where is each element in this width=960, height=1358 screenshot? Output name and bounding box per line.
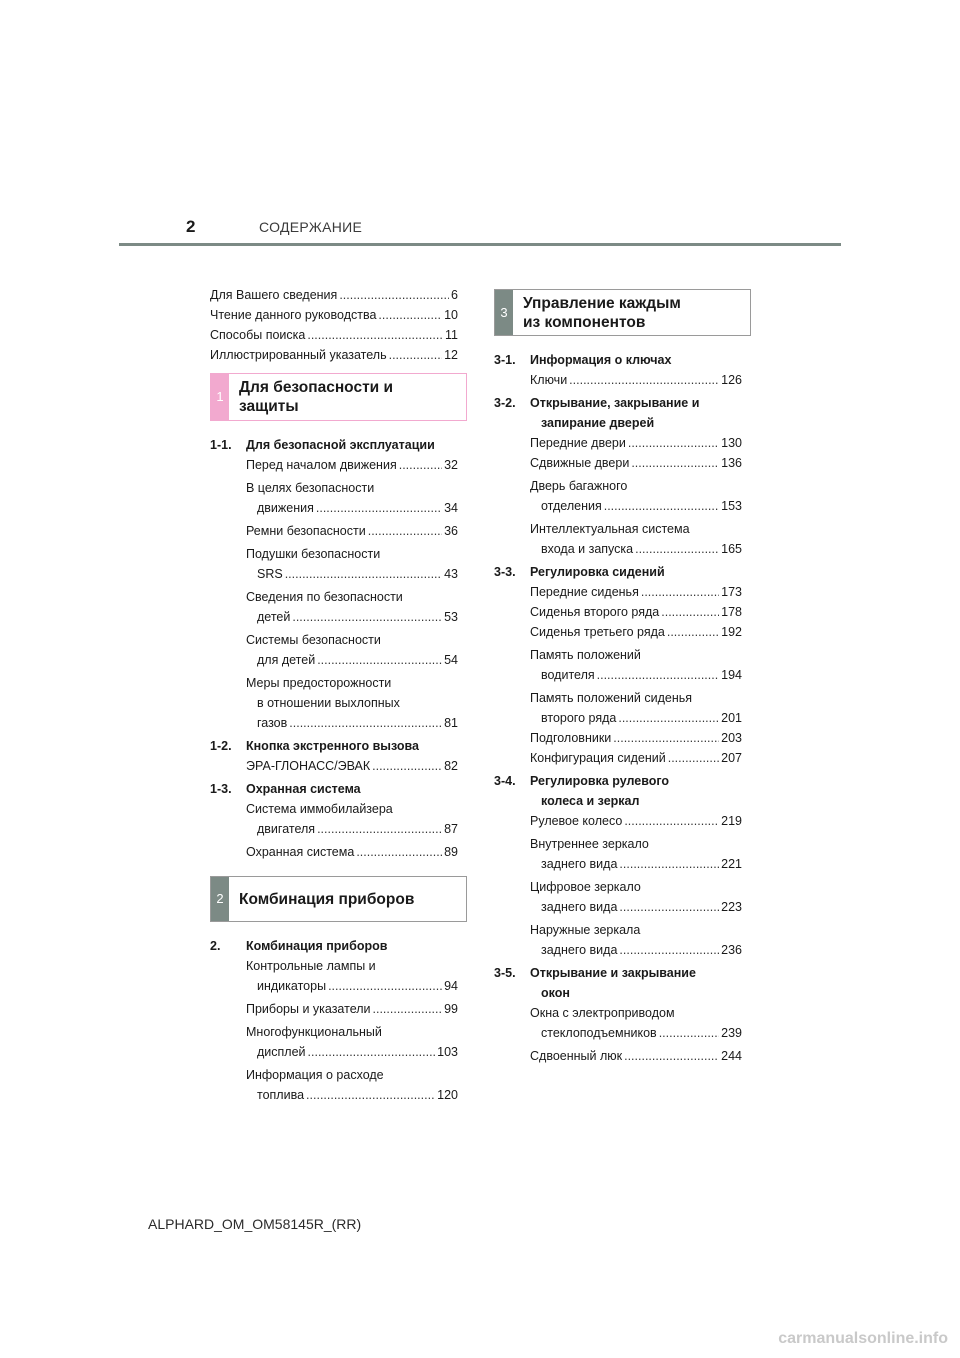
toc-entry[interactable] — [494, 519, 742, 559]
leader-dots — [372, 756, 442, 776]
toc-entry-page: 120 — [437, 1088, 458, 1102]
toc-entry-title: заднего вида — [541, 857, 618, 871]
section-number: 3-3. — [494, 565, 516, 579]
toc-entry-title: Память положений сиденья — [530, 691, 693, 705]
toc-entry-title: Ремни безопасности — [246, 524, 366, 538]
chapter-title — [229, 374, 403, 420]
leader-dots — [399, 455, 442, 475]
section-title: Информация о ключах — [530, 353, 672, 367]
section-title: Открывание и закрывание — [530, 966, 696, 980]
toc-entry[interactable] — [494, 602, 742, 622]
toc-entry-page: 126 — [721, 373, 742, 387]
leader-dots — [619, 940, 719, 960]
toc-entry-page: 153 — [721, 499, 742, 513]
leader-dots — [667, 622, 719, 642]
toc-entry-page: 239 — [721, 1026, 742, 1040]
section-heading[interactable] — [210, 779, 458, 799]
toc-entry-title: Цифровое зеркало — [530, 880, 641, 894]
chapter-number: 2 — [211, 877, 229, 921]
toc-entry-page: 11 — [445, 328, 458, 342]
toc-entry-title: Подголовники — [530, 731, 612, 745]
leader-dots — [308, 1042, 436, 1062]
toc-entry-page: 221 — [721, 857, 742, 871]
toc-entry-title: топлива — [257, 1088, 305, 1102]
toc-entry-title: Иллюстрированный указатель — [210, 348, 387, 362]
toc-entry-page: 32 — [444, 458, 458, 472]
toc-entry-page: 36 — [444, 524, 458, 538]
leader-dots — [356, 842, 442, 862]
leader-dots — [306, 1085, 435, 1105]
watermark: carmanualsonline.info — [778, 1330, 948, 1347]
toc-entry-page: 194 — [721, 668, 742, 682]
section-heading[interactable] — [494, 771, 742, 811]
toc-entry-page: 6 — [451, 288, 458, 302]
toc-entry[interactable] — [210, 799, 458, 839]
leader-dots — [373, 999, 443, 1019]
toc-entry-page: 244 — [721, 1049, 742, 1063]
section-number: 1-2. — [210, 739, 232, 753]
toc-entry-title: В целях безопасности — [246, 481, 375, 495]
toc-entry[interactable] — [210, 956, 458, 996]
chapter-title-line: Управление каждым — [523, 294, 681, 312]
toc-entry-title: Внутреннее зеркало — [530, 837, 649, 851]
toc-entry-title: Способы поиска — [210, 328, 306, 342]
toc-entry-page: 207 — [721, 751, 742, 765]
toc-entry[interactable] — [494, 877, 742, 917]
toc-entry-page: 89 — [444, 845, 458, 859]
section-title: окон — [541, 986, 570, 1000]
chapter-title-line: Для безопасности и — [239, 379, 394, 396]
section-title: Регулировка рулевого — [530, 774, 670, 788]
toc-entry-page: 34 — [444, 501, 458, 515]
toc-entry-title: Окна с электроприводом — [530, 1006, 675, 1020]
section-title: колеса и зеркал — [541, 794, 640, 808]
leader-dots — [316, 498, 442, 518]
leader-dots — [619, 854, 719, 874]
section-heading[interactable] — [210, 936, 458, 956]
toc-entry[interactable] — [494, 920, 742, 960]
toc-entry[interactable] — [210, 842, 458, 862]
toc-entry[interactable] — [210, 325, 458, 345]
toc-entry[interactable] — [494, 728, 742, 748]
toc-entry[interactable] — [494, 622, 742, 642]
toc-entry-title: стеклоподъемников — [541, 1026, 657, 1040]
toc-entry-page: 219 — [721, 814, 742, 828]
toc-entry-title: детей — [257, 610, 291, 624]
toc-entry-page: 99 — [444, 1002, 458, 1016]
toc-entry-title: Конфигурация сидений — [530, 751, 666, 765]
section-heading[interactable] — [494, 562, 742, 582]
toc-entry-title: Системы безопасности — [246, 633, 381, 647]
toc-entry-page: 54 — [444, 653, 458, 667]
toc-entry-title: Сиденья третьего ряда — [530, 625, 665, 639]
leader-dots — [339, 285, 449, 305]
toc-entry[interactable] — [210, 1022, 458, 1062]
toc-entry-page: 81 — [444, 716, 458, 730]
chapter-number: 3 — [495, 290, 513, 335]
toc-entry[interactable] — [494, 370, 742, 390]
leader-dots — [619, 897, 719, 917]
toc-entry-page: 43 — [444, 567, 458, 581]
leader-dots — [368, 521, 442, 541]
toc-entry-title: двигателя — [257, 822, 316, 836]
header-rule — [119, 243, 841, 246]
toc-entry[interactable] — [210, 587, 458, 627]
leader-dots — [668, 748, 719, 768]
toc-entry-page: 130 — [721, 436, 742, 450]
toc-entry-title: Чтение данного руководства — [210, 308, 377, 322]
toc-entry-title: Интеллектуальная система — [530, 522, 690, 536]
toc-entry-title: Контрольные лампы и — [246, 959, 376, 973]
toc-entry-title: Дверь багажного — [530, 479, 628, 493]
section-title: Комбинация приборов — [246, 939, 388, 953]
leader-dots — [389, 345, 442, 365]
toc-entry[interactable] — [210, 305, 458, 325]
toc-entry[interactable] — [210, 756, 458, 776]
section-number: 3-5. — [494, 966, 516, 980]
toc-entry-title: в отношении выхлопных — [257, 696, 400, 710]
toc-entry-title: водителя — [541, 668, 595, 682]
toc-entry-page: 103 — [437, 1045, 458, 1059]
toc-entry[interactable] — [494, 476, 742, 516]
chapter-title-line: Комбинация приборов — [239, 890, 415, 908]
left-column — [210, 285, 458, 1105]
toc-entry-title: для детей — [257, 653, 316, 667]
section-heading[interactable] — [494, 393, 742, 433]
toc-entry[interactable] — [210, 521, 458, 541]
chapter-banner-3[interactable] — [494, 289, 751, 336]
toc-entry[interactable] — [210, 630, 458, 670]
toc-entry[interactable] — [210, 285, 458, 305]
toc-entry-title: Передние двери — [530, 436, 626, 450]
leader-dots — [624, 1046, 719, 1066]
section-title: Кнопка экстренного вызова — [246, 739, 419, 753]
leader-dots — [631, 453, 719, 473]
toc-entry-title: Ключи — [530, 373, 568, 387]
toc-entry-title: отделения — [541, 499, 602, 513]
section-title: запирание дверей — [541, 416, 655, 430]
toc-entry-page: 12 — [444, 348, 458, 362]
toc-entry-title: Сдвижные двери — [530, 456, 630, 470]
toc-entry-title: Сиденья второго ряда — [530, 605, 660, 619]
section-number: 3-2. — [494, 396, 516, 410]
toc-entry-title: дисплей — [257, 1045, 306, 1059]
toc-entry-page: 203 — [721, 731, 742, 745]
toc-entry[interactable] — [494, 748, 742, 768]
toc-entry-page: 94 — [444, 979, 458, 993]
section-number: 1-3. — [210, 782, 232, 796]
toc-entry-page: 10 — [444, 308, 458, 322]
chapter-title — [229, 877, 424, 921]
toc-entry-title: заднего вида — [541, 943, 618, 957]
leader-dots — [317, 819, 442, 839]
section-title: Для безопасной эксплуатации — [246, 438, 435, 452]
leader-dots — [613, 728, 719, 748]
toc-entry-title: Система иммобилайзера — [246, 802, 393, 816]
toc-entry[interactable] — [210, 1065, 458, 1105]
toc-entry[interactable] — [494, 453, 742, 473]
toc-entry-page: 165 — [721, 542, 742, 556]
toc-entry[interactable] — [494, 433, 742, 453]
leader-dots — [659, 1023, 719, 1043]
leader-dots — [289, 713, 442, 733]
section-number: 1-1. — [210, 438, 232, 452]
leader-dots — [624, 811, 719, 831]
toc-entry-page: 192 — [721, 625, 742, 639]
toc-entry-title: газов — [257, 716, 288, 730]
section-title: Открывание, закрывание и — [530, 396, 700, 410]
toc-entry[interactable] — [494, 688, 742, 728]
toc-entry-title: Память положений — [530, 648, 641, 662]
leader-dots — [604, 496, 719, 516]
section-title: Регулировка сидений — [530, 565, 665, 579]
toc-entry-title: Многофункциональный — [246, 1025, 382, 1039]
leader-dots — [378, 305, 442, 325]
leader-dots — [635, 539, 719, 559]
toc-entry[interactable] — [210, 455, 458, 475]
toc-entry-title: Рулевое колесо — [530, 814, 623, 828]
toc-entry[interactable] — [494, 834, 742, 874]
toc-entry-title: входа и запуска — [541, 542, 634, 556]
toc-entry-title: Охранная система — [246, 845, 355, 859]
toc-entry-title: индикаторы — [257, 979, 327, 993]
section-heading[interactable] — [494, 350, 742, 370]
section-heading[interactable] — [210, 435, 458, 455]
toc-entry-page: 53 — [444, 610, 458, 624]
leader-dots — [641, 582, 719, 602]
toc-entry[interactable] — [494, 1046, 742, 1066]
right-column — [494, 289, 742, 1066]
leader-dots — [307, 325, 443, 345]
leader-dots — [285, 564, 442, 584]
page-title: СОДЕРЖАНИЕ — [259, 219, 363, 235]
section-title: Охранная система — [246, 782, 361, 796]
toc-entry-title: второго ряда — [541, 711, 617, 725]
toc-entry-title: Передние сиденья — [530, 585, 639, 599]
leader-dots — [618, 708, 719, 728]
section-heading[interactable] — [494, 963, 742, 1003]
toc-entry-page: 82 — [444, 759, 458, 773]
toc-entry-title: Наружные зеркала — [530, 923, 641, 937]
toc-entry-title: Сведения по безопасности — [246, 590, 403, 604]
section-number: 3-4. — [494, 774, 516, 788]
leader-dots — [292, 607, 442, 627]
toc-entry[interactable] — [210, 673, 458, 733]
toc-entry-title: Информация о расходе — [246, 1068, 384, 1082]
toc-entry-title: Меры предосторожности — [246, 676, 392, 690]
chapter-banner-1[interactable] — [210, 373, 467, 421]
leader-dots — [317, 650, 442, 670]
toc-entry-title: Приборы и указатели — [246, 1002, 371, 1016]
footer-doc-id: ALPHARD_OM_OM58145R_(RR) — [148, 1216, 362, 1232]
toc-entry-title: Подушки безопасности — [246, 547, 381, 561]
chapter-number: 1 — [211, 374, 229, 420]
toc-entry-page: 178 — [721, 605, 742, 619]
chapter-banner-2[interactable] — [210, 876, 467, 922]
section-number: 3-1. — [494, 353, 516, 367]
toc-entry-page: 201 — [721, 711, 742, 725]
section-number: 2. — [210, 939, 221, 953]
toc-entry[interactable] — [210, 544, 458, 584]
toc-entry[interactable] — [494, 1003, 742, 1043]
toc-entry-title: Сдвоенный люк — [530, 1049, 623, 1063]
section-heading[interactable] — [210, 736, 458, 756]
toc-entry-title: SRS — [257, 567, 283, 581]
toc-entry[interactable] — [210, 345, 458, 365]
leader-dots — [628, 433, 719, 453]
toc-entry-page: 223 — [721, 900, 742, 914]
chapter-title — [513, 290, 691, 335]
toc-entry-title: Перед началом движения — [246, 458, 397, 472]
toc-entry-title: заднего вида — [541, 900, 618, 914]
toc-entry[interactable] — [210, 999, 458, 1019]
toc-entry-page: 136 — [721, 456, 742, 470]
leader-dots — [569, 370, 719, 390]
toc-entry[interactable] — [494, 811, 742, 831]
chapter-title-line: защиты — [239, 398, 299, 415]
toc-entry-title: движения — [257, 501, 314, 515]
toc-entry-title: Для Вашего сведения — [210, 288, 338, 302]
page-number: 2 — [186, 217, 196, 236]
toc-entry[interactable] — [494, 582, 742, 602]
leader-dots — [597, 665, 720, 685]
chapter-title-line: из компонентов — [523, 313, 646, 331]
toc-entry-page: 236 — [721, 943, 742, 957]
toc-entry[interactable] — [210, 478, 458, 518]
toc-entry-title: ЭРА-ГЛОНАСС/ЭВАК — [246, 759, 371, 773]
leader-dots — [661, 602, 719, 622]
leader-dots — [328, 976, 442, 996]
toc-entry[interactable] — [494, 645, 742, 685]
toc-entry-page: 87 — [444, 822, 458, 836]
toc-entry-page: 173 — [721, 585, 742, 599]
